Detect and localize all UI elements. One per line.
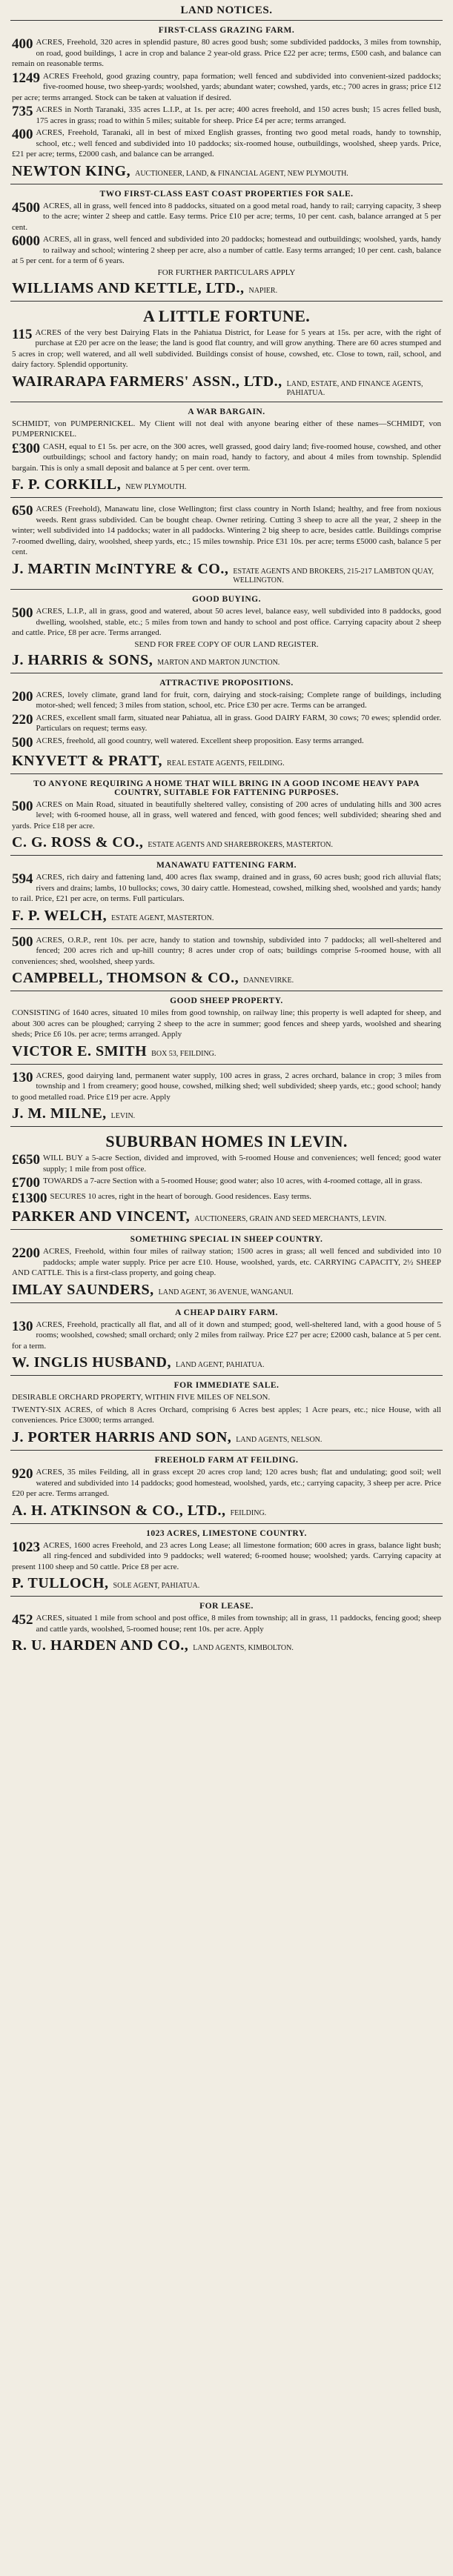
agent-signature — [12, 1502, 441, 1520]
agent-signature — [12, 908, 441, 925]
ad-block — [10, 20, 443, 184]
agent-signature — [12, 1208, 441, 1225]
agent-name: C. G. ROSS & CO., — [12, 834, 144, 851]
listing-text: ACRES, 1600 acres Freehold, and 23 acres Long Lease; all limestone formation; 600 acres in grass, balance light bush; all ring-fenced and subdivided into 9 paddocks; well watered; 6-roomed house; woolshed; yards. Carrying capacity at present 1100 sheep and 50 cattle. Price £8 per acre. — [12, 1540, 441, 1571]
listing-paragraph — [12, 1008, 441, 1040]
ad-block — [10, 928, 443, 991]
listing-text: ACRES, Freehold, within four miles of railway station; 1500 acres in grass; all well fenced and subdivided into 10 paddocks; ample water supply. Price per acre £10. House, woolshed, yards, etc. CARRYING CAPACITY, 2½ SHEEP AND CATTLE. This is a first-class property, and going cheap. — [12, 1247, 441, 1278]
ad-block — [10, 673, 443, 773]
agent-signature — [12, 1043, 441, 1060]
ad-block — [10, 1302, 443, 1376]
ad-note: FOR FURTHER PARTICULARS APPLY — [157, 267, 296, 277]
ad-heading: A CHEAP DAIRY FARM. — [175, 1308, 278, 1317]
agent-signature — [12, 970, 441, 987]
listing-paragraph — [12, 71, 441, 104]
listing-text: ACRES (Freehold), Manawatu line, close Wellington; first class country in North Island; healthy, and free from noxious weeds. Rent grass subdivided. Can be bought cheap. Owner retiring. Cutting 3 sheep to acre all the year, 2 sheep in the winter; well subdivided into 14 paddocks; water in all paddocks. Wintering 2 big sheep to acre, besides cattle. Buildings comprise 7-roomed dwelling, dairy, woolshed, sheep yards, etc.; 15 miles township. Price £31 10s. per acre; terms £5000 cash, balance 5 per cent. — [12, 505, 441, 557]
acreage-number: 594 — [12, 871, 33, 888]
agent-signature — [12, 1282, 441, 1299]
agent-signature — [12, 280, 441, 297]
ad-heading: GOOD BUYING. — [192, 594, 261, 604]
agent-details: ESTATE AGENTS AND SHAREBROKERS, MASTERTON. — [148, 841, 333, 850]
ads-column — [10, 20, 443, 1658]
acreage-number: 500 — [12, 605, 33, 621]
ad-block — [10, 1126, 443, 1229]
acreage-number: £700 — [12, 1175, 40, 1191]
listing-text: ACRES in North Taranaki, 335 acres L.I.P., at 1s. per acre; 400 acres freehold, and 150 acres bush; 15 acres felled bush, 175 acres in grass; road to within 5 miles; suitable for sheep. Price £4 per acre; terms arranged. — [36, 105, 441, 125]
listing-text: ACRES, rich dairy and fattening land, 400 acres flax swamp, drained and in grass, 60 acres bush; good rich alluvial flats; rivers and drains; lambs, 10 bullocks; cows, 30 dairy cattle. Homestead, cowshed, milking shed, woolshed and yards; handy to rail. Price, £21 per acre, on terms. Full particulars. — [12, 873, 441, 904]
listing-text: WILL BUY a 5-acre Section, divided and improved, with 5-roomed House and conveniences; well fenced; good water supply; 1 mile from post office. — [43, 1154, 441, 1174]
agent-name: R. U. HARDEN AND CO., — [12, 1637, 189, 1654]
agent-signature — [12, 163, 441, 180]
listing-paragraph — [12, 1613, 441, 1634]
listing-text: ACRES, O.R.P., rent 10s. per acre, handy to station and township, subdivided into 7 paddocks; all well-sheltered and fenced; 200 acres rich and up-hill country; 8 acres under crop of oats; buildings comprise 5-roomed house, with all conveniences; shed, woolshed, sheep yards. — [12, 935, 441, 966]
agent-signature — [12, 1575, 441, 1592]
agent-name: J. MARTIN McINTYRE & CO., — [12, 560, 229, 577]
agent-details: SOLE AGENT, PAHIATUA. — [113, 1582, 200, 1591]
agent-name: PARKER AND VINCENT, — [12, 1208, 191, 1225]
agent-signature — [12, 834, 441, 851]
ad-heading: GOOD SHEEP PROPERTY. — [170, 996, 283, 1006]
listing-paragraph — [12, 1319, 441, 1352]
listing-text: ACRES, Freehold, Taranaki, all in best of mixed English grasses, fronting two good metal roads, handy to township, school, etc.; well fenced and subdivided into 10 paddocks; six-roomed house, outbuildings, woolshed, sheep yards. Price, £21 per acre; terms, £2000 cash, and balance can be arranged. — [12, 128, 441, 159]
acreage-number: £1300 — [12, 1191, 47, 1207]
acreage-number: 6000 — [12, 233, 40, 250]
listing-text: ACRES Freehold, good grazing country, papa formation; well fenced and subdivided into convenient-sized paddocks; five-roomed house, two sheep-yards; woolshed, yards; abundant water; cowshed, yards, etc.; 700 acres in grass; price £12 per acre; terms arranged. Stock can be taken at valuation if desired. — [12, 71, 441, 102]
ad-block — [10, 991, 443, 1064]
agent-name: W. INGLIS HUSBAND, — [12, 1354, 171, 1371]
acreage-number: 115 — [12, 326, 33, 342]
agent-name: J. M. MILNE, — [12, 1105, 107, 1122]
ad-block — [10, 1064, 443, 1127]
agent-details: ESTATE AGENTS AND BROKERS, 215-217 LAMBTON QUAY, WELLINGTON. — [233, 567, 434, 585]
agent-details: BOX 53, FEILDING. — [151, 1049, 216, 1058]
ad-note: SEND FOR FREE COPY OF OUR LAND REGISTER. — [134, 639, 319, 649]
ad-title: A LITTLE FORTUNE. — [143, 306, 310, 325]
listing-text: ACRES, 35 miles Feilding, all in grass except 20 acres crop land; 120 acres bush; flat and undulating; good soil; well watered and subdivided into 14 paddocks; good homestead, woolshed, yards, etc.; carrying capacity, 3 sheep per acre. Price £20 per acre. Terms arranged. — [12, 1468, 441, 1499]
listing-paragraph — [12, 201, 441, 233]
ad-block — [10, 402, 443, 498]
listing-text: ACRES, situated 1 mile from school and post office, 8 miles from township; all in grass, 11 paddocks, fencing good; sheep and cattle yards, woolshed, 5-roomed house; rent 10s. per acre. Apply — [36, 1614, 441, 1634]
agent-details: LAND AGENT, PAHIATUA. — [176, 1361, 265, 1370]
listing-paragraph — [12, 327, 441, 370]
agent-signature — [12, 476, 441, 493]
listing-text: CONSISTING of 1640 acres, situated 10 miles from good township, on railway line; this property is well adapted for sheep, and about 300 acres can be ploughed; carrying 2 sheep to the acre in summer; good fences and sheep yards, woolshed and shearing sheds; Price £6 10s. per acre; terms arranged. Apply — [12, 1008, 441, 1039]
listing-paragraph — [12, 799, 441, 832]
agent-name: WAIRARAPA FARMERS' ASSN., LTD., — [12, 373, 282, 390]
ad-block — [10, 301, 443, 402]
listing-text: ACRES, good dairying land, permanent water supply, 100 acres in grass, 2 acres orchard, balance in crop; 3 miles from township and 1 from creamery; good house, cowshed, milking shed; well subdivided; sheep yards, etc.; good school; handy to good metalled road. Price £19 per acre. Apply — [12, 1071, 441, 1102]
ad-heading: FIRST-CLASS GRAZING FARM. — [158, 26, 295, 35]
listing-paragraph — [12, 1246, 441, 1279]
agent-name: NEWTON KING, — [12, 162, 131, 179]
acreage-number: 2200 — [12, 1245, 40, 1262]
acreage-number: £300 — [12, 440, 40, 456]
listing-text: TOWARDS a 7-acre Section with a 5-roomed House; good water; also 10 acres, with 4-roomed cottage, all in grass. — [43, 1176, 423, 1186]
ad-heading: FOR LEASE. — [199, 1602, 254, 1611]
agent-name: A. H. ATKINSON & CO., LTD., — [12, 1502, 226, 1519]
agent-name: VICTOR E. SMITH — [12, 1042, 148, 1059]
agent-details: REAL ESTATE AGENTS, FEILDING. — [167, 759, 285, 768]
ad-heading: MANAWATU FATTENING FARM. — [156, 861, 297, 871]
listing-text: TWENTY-SIX ACRES, of which 8 Acres Orchard, comprising 6 Acres best apples; 1 Acre pears, etc.; nice House, with all conveniences. Price £3000; terms arranged. — [12, 1405, 441, 1425]
ad-block — [10, 589, 443, 673]
agent-details: LEVIN. — [110, 1112, 136, 1121]
agent-details: ESTATE AGENT, MASTERTON. — [111, 913, 214, 922]
acreage-number: 400 — [12, 127, 33, 143]
acreage-number: 4500 — [12, 199, 40, 216]
agent-name: P. TULLOCH, — [12, 1575, 109, 1592]
acreage-number: 130 — [12, 1318, 33, 1334]
agent-details: AUCTIONEER, LAND, & FINANCIAL AGENT, NEW PLYMOUTH. — [135, 169, 348, 178]
ad-heading: 1023 ACRES, LIMESTONE COUNTRY. — [146, 1528, 307, 1538]
ad-heading: FOR IMMEDIATE SALE. — [173, 1381, 280, 1391]
ad-block — [10, 1523, 443, 1597]
agent-signature — [12, 1637, 441, 1654]
ad-block — [10, 1450, 443, 1523]
agent-name: J. PORTER HARRIS AND SON, — [12, 1429, 232, 1445]
ad-block — [10, 855, 443, 928]
section-header: LAND NOTICES. — [180, 4, 273, 16]
ad-block — [10, 1229, 443, 1302]
acreage-number: 1023 — [12, 1539, 40, 1555]
acreage-number: 500 — [12, 798, 33, 814]
acreage-number: 130 — [12, 1069, 33, 1085]
listing-text: SECURES 10 acres, right in the heart of borough. Good residences. Easy terms. — [50, 1192, 312, 1202]
agent-signature — [12, 753, 441, 770]
listing-paragraph — [12, 1071, 441, 1103]
agent-details: AUCTIONEERS, GRAIN AND SEED MERCHANTS, LEVIN. — [194, 1215, 386, 1224]
acreage-number: 1249 — [12, 70, 40, 86]
acreage-number: 452 — [12, 1612, 33, 1628]
ad-heading: A WAR BARGAIN. — [188, 407, 265, 416]
agent-details: DANNEVIRKE. — [243, 976, 294, 985]
listing-paragraph — [12, 690, 441, 711]
listing-text: ACRES, Freehold, 320 acres in splendid pasture, 80 acres good bush; some subdivided paddocks, 3 miles from township, on road, good buildings, 1 acre in crop and balance 2 year-old grass. Price £22 per acre; terms, £500 cash, and balance can remain on reasonable terms. — [12, 38, 441, 69]
listing-text: ACRES, L.I.P., all in grass, good and watered, about 50 acres level, balance easy, well subdivided into 8 paddocks, good dwelling, woolshed, stable, etc.; 5 miles from town and handy to school and post office. Carrying capacity about 2 sheep and cattle. Price, £8 per acre. Terms arranged. — [12, 606, 441, 638]
agent-details: NEW PLYMOUTH. — [125, 483, 187, 492]
acreage-number: 735 — [12, 104, 33, 120]
agent-details: LAND, ESTATE, AND FINANCE AGENTS, PAHIATUA. — [286, 379, 423, 397]
agent-details: FEILDING. — [230, 1508, 267, 1517]
agent-name: J. HARRIS & SONS, — [12, 651, 153, 668]
listing-paragraph — [12, 1176, 441, 1190]
acreage-number: 500 — [12, 933, 33, 950]
listing-text: ACRES, excellent small farm, situated near Pahiatua, all in grass. Good DAIRY FARM, 30 cows; 70 ewes; splendid order. Particulars on request; terms easy. — [36, 713, 441, 733]
listing-text: ACRES, all in grass, well fenced into 8 paddocks, situated on a good metal road, handy to rail; carrying capacity, 3 sheep to the acre; winter 2 sheep and cattle. Easy terms. Price £10 per acre; terms, 10 per cent. cash, balance arranged at 5 per cent. — [12, 201, 441, 232]
listing-text: ACRES on Main Road, situated in beautifully sheltered valley, consisting of 200 acres of undulating hills and 300 acres level; with 6-roomed house, all in grass, well watered and fenced, with good fences; well subdivided; shearing shed and yards. Price £18 per acre. — [12, 799, 441, 831]
listing-text: ACRES, lovely climate, grand land for fruit, corn, dairying and stock-raising; Complete range of buildings, including motor-shed; well fenced; 3 miles from station, school, etc. Price £30 per acre. Terms can be arranged. — [36, 690, 441, 710]
listing-paragraph — [12, 127, 441, 160]
listing-paragraph — [12, 1191, 441, 1205]
agent-signature — [12, 1105, 441, 1122]
ad-heading: FREEHOLD FARM AT FEILDING. — [154, 1456, 299, 1465]
acreage-number: 500 — [12, 734, 33, 750]
ad-heading: TO ANYONE REQUIRING A HOME THAT WILL BRING IN A GOOD INCOME HEAVY PAPA COUNTRY, SUITABLE FOR FATTENING PURPOSES. — [33, 779, 420, 797]
newspaper-page — [10, 0, 443, 1658]
listing-text: ACRES, all in grass, well fenced and subdivided into 20 paddocks; homestead and outbuildings; woolshed, yards, handy to railway and school; wintering 2 sheep per acre, also a number of cattle. Easy terms arranged; 10 per cent. cash, balance at 5 per cent. for a term of 6 years. — [12, 235, 441, 266]
listing-paragraph — [12, 1540, 441, 1573]
acreage-number: £650 — [12, 1152, 40, 1168]
agent-name: F. P. WELCH, — [12, 907, 108, 924]
listing-paragraph — [12, 442, 441, 474]
listing-paragraph — [12, 504, 441, 558]
acreage-number: 650 — [12, 503, 33, 519]
ad-heading: ATTRACTIVE PROPOSITIONS. — [159, 678, 294, 688]
agent-details: LAND AGENT, 36 AVENUE, WANGANUI. — [158, 1288, 294, 1297]
listing-paragraph — [12, 713, 441, 734]
listing-paragraph — [12, 872, 441, 905]
listing-text: ACRES, freehold, all good country, well watered. Excellent sheep proposition. Easy terms arranged. — [36, 736, 364, 745]
acreage-number: 920 — [12, 1466, 33, 1482]
agent-signature — [12, 373, 441, 398]
acreage-number: 400 — [12, 36, 33, 52]
agent-name: F. P. CORKILL, — [12, 476, 122, 493]
listing-paragraph — [12, 104, 441, 126]
acreage-number: 220 — [12, 711, 33, 728]
agent-signature — [12, 1429, 441, 1446]
listing-paragraph — [12, 1467, 441, 1500]
listing-text: ACRES, Freehold, practically all flat, and all of it down and stumped; good, well-sheltered land, with a good house of 5 rooms; woolshed, cowshed; small orchard; only 2 miles from railway. Price £27 per acre; £2000 cash, balance at 5 per cent. for a term. — [12, 1319, 441, 1351]
listing-text: CASH, equal to £1 5s. per acre, on the 300 acres, well grassed, good dairy land; five-roomed house, cowshed, and other outbuildings; school and factory handy; on main road, handy to factory, and about 4 miles from township. Splendid bargain. This is only a small deposit and balance at 5 per cent. over term. — [12, 442, 441, 473]
agent-name: CAMPBELL, THOMSON & CO., — [12, 970, 239, 987]
acreage-number: 200 — [12, 688, 33, 705]
ad-intro: SCHMIDT, von PUMPERNICKEL. My Client will not deal with anyone bearing either of these names—SCHMIDT, von PUMPERNICKEL. — [12, 419, 441, 439]
ad-heading: TWO FIRST-CLASS EAST COAST PROPERTIES FOR SALE. — [99, 189, 354, 199]
listing-paragraph — [12, 1153, 441, 1174]
ad-block — [10, 497, 443, 589]
agent-details: LAND AGENTS, NELSON. — [236, 1436, 323, 1444]
listing-paragraph — [12, 606, 441, 639]
listing-paragraph — [12, 37, 441, 70]
listing-paragraph — [12, 736, 441, 750]
listing-text: ACRES of the very best Dairying Flats in the Pahiatua District, for Lease for 5 years at 15s. per acre, with the right of purchase at £20 per acre on the lease; the land is good flat country, and will grow anything. There are 60 acres stumped and 5 acres in crop; well watered, and all well subdivided. Buildings consist of house, cowshed, etc. Close to town, rail, school, and dairy factory. Splendid opportunity. — [12, 327, 441, 370]
listing-paragraph — [12, 234, 441, 267]
agent-signature — [12, 561, 441, 585]
agent-signature — [12, 652, 441, 669]
ad-title: SUBURBAN HOMES IN LEVIN. — [105, 1132, 348, 1151]
listing-paragraph — [12, 1405, 441, 1426]
ad-block — [10, 773, 443, 856]
ad-block — [10, 184, 443, 301]
agent-details: LAND AGENTS, KIMBOLTON. — [193, 1644, 294, 1653]
agent-name: WILLIAMS AND KETTLE, LTD., — [12, 279, 245, 296]
agent-name: IMLAY SAUNDERS, — [12, 1281, 154, 1298]
ad-block — [10, 1375, 443, 1450]
agent-details: MARTON AND MARTON JUNCTION. — [157, 658, 280, 667]
agent-signature — [12, 1354, 441, 1371]
ad-heading: SOMETHING SPECIAL IN SHEEP COUNTRY. — [130, 1235, 323, 1245]
agent-name: KNYVETT & PRATT, — [12, 752, 163, 769]
ad-intro: DESIRABLE ORCHARD PROPERTY, WITHIN FIVE MILES OF NELSON. — [12, 1393, 271, 1402]
listing-paragraph — [12, 935, 441, 968]
agent-details: NAPIER. — [248, 286, 278, 295]
ad-block — [10, 1596, 443, 1658]
